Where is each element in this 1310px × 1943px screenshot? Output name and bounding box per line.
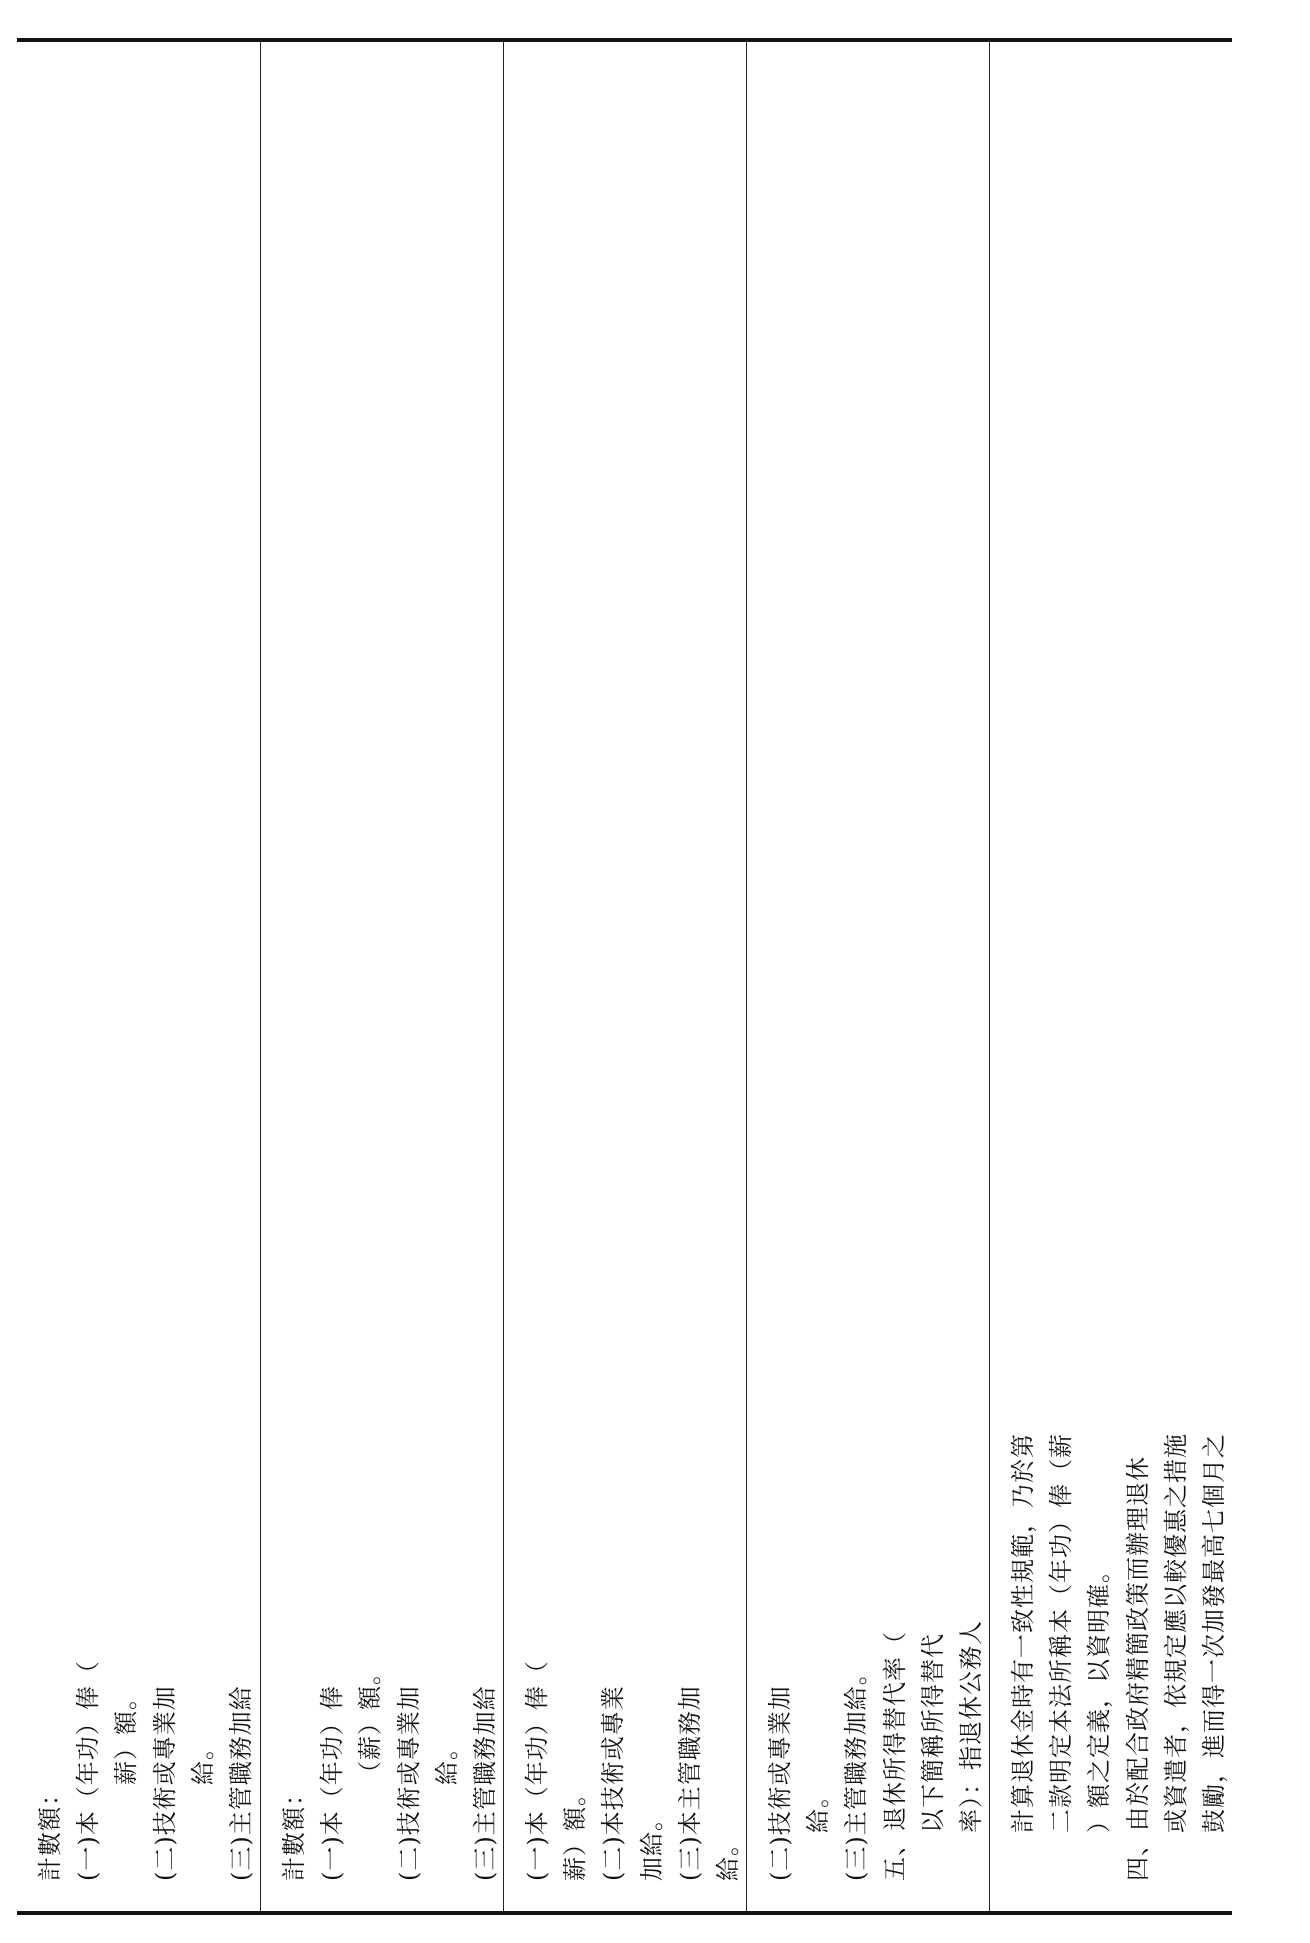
column-text [990, 42, 1233, 1911]
text-line: 薪）額。 [561, 1781, 590, 1881]
text-line: (三)本主管職務加 [675, 1685, 704, 1881]
text-line: 給。 [804, 1783, 833, 1833]
text-line: (三)主管職務加給 [470, 1685, 499, 1881]
text-line: (二)技術或專業加 [766, 1685, 794, 1881]
column-text [747, 42, 990, 1911]
table-column-2 [260, 42, 503, 1911]
column-text [261, 42, 504, 1911]
text-line: 給。 [713, 1831, 742, 1881]
text-line: 率）：指退休公務人 [956, 1620, 985, 1833]
text-line: 四、由於配合政府精簡政策而辦理退休 [1123, 1456, 1152, 1881]
text-line: (一)本（年功）俸（ [74, 1660, 103, 1881]
bottom-rule [17, 1911, 1232, 1915]
text-line: 計算退休金時有一致性規範，乃於第 [1009, 1433, 1037, 1833]
table-column-4 [746, 42, 989, 1911]
text-line: 給。 [432, 1735, 461, 1785]
text-line: ）額之定義，以資明確。 [1085, 1558, 1114, 1833]
text-line: (三)主管職務加給 [226, 1685, 255, 1881]
text-line: 加給。 [637, 1806, 666, 1881]
column-text [17, 42, 260, 1911]
text-line: 計數額： [280, 1781, 308, 1881]
table-column-explanation [989, 42, 1232, 1911]
text-line: 鼓勵，進而得一次加發最高七個月之 [1199, 1433, 1228, 1833]
text-line: 給。 [188, 1735, 217, 1785]
text-line: (二)技術或專業加 [394, 1685, 423, 1881]
text-line: 二款明定本法所稱本（年功）俸（薪 [1047, 1433, 1076, 1833]
comparison-table [17, 42, 1232, 1911]
text-line: 或資遣者，依規定應以較優惠之措施 [1161, 1433, 1190, 1833]
text-line: (一)本（年功）俸（ [523, 1660, 551, 1881]
text-line: 五、退休所得替代率（ [880, 1631, 909, 1881]
text-line: (二)技術或專業加 [150, 1685, 179, 1881]
column-text [504, 42, 747, 1911]
text-line: (一)本（年功）俸 [318, 1685, 347, 1881]
table-column-1 [17, 42, 260, 1911]
table-column-3 [503, 42, 746, 1911]
text-line: （薪）額。 [356, 1660, 385, 1785]
page-frame [17, 38, 1232, 1915]
text-line: 以下簡稱所得替代 [918, 1633, 947, 1833]
text-line: 計數額： [36, 1781, 64, 1881]
text-line: (二)本技術或專業 [599, 1685, 628, 1881]
text-line: (三)主管職務加給。 [842, 1660, 871, 1881]
text-line: 薪）額。 [112, 1685, 141, 1785]
